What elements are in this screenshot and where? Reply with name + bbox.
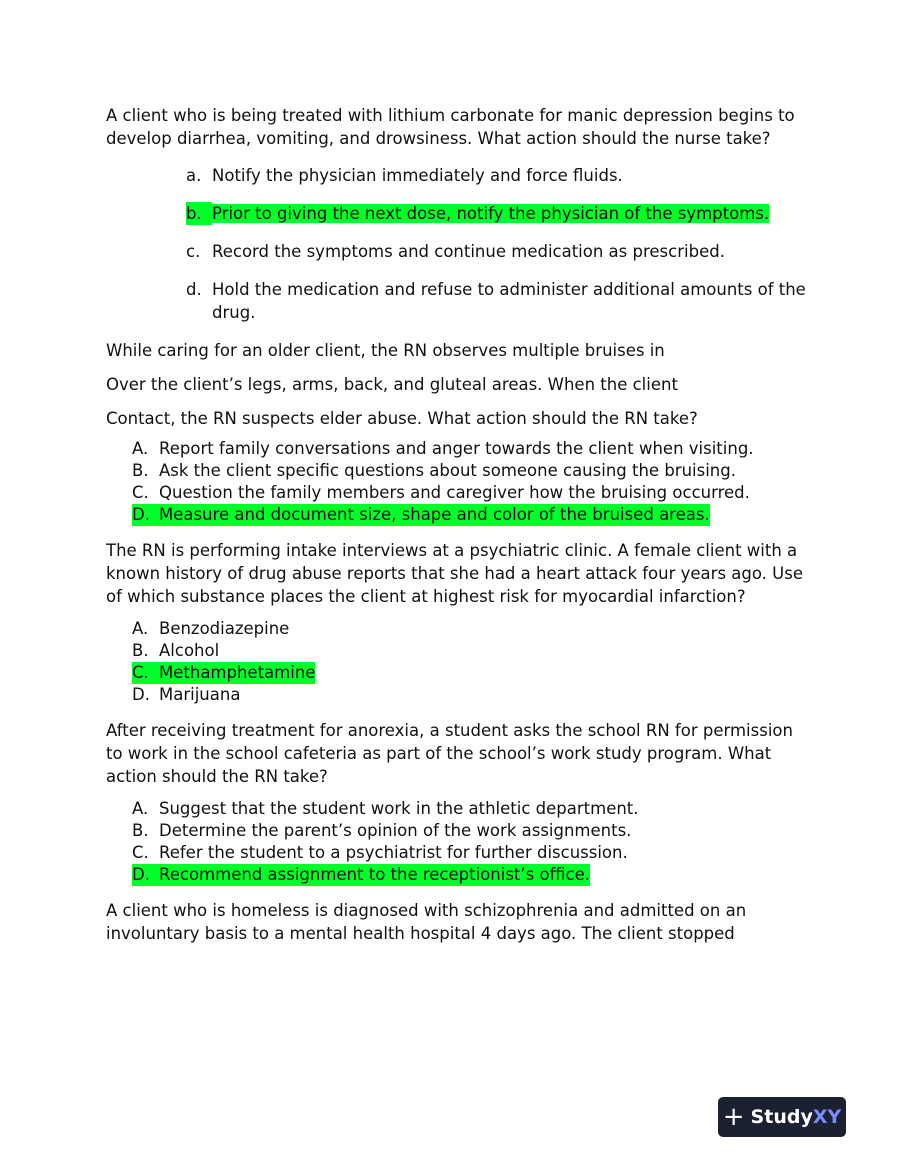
- q3-option-c: [132, 662, 806, 684]
- q4-option-a: [132, 798, 806, 820]
- q3-option-d: [132, 684, 806, 706]
- option-letter: b.: [186, 202, 212, 225]
- stem-line: While caring for an older client, the RN observes multiple bruises in: [106, 341, 665, 360]
- option-letter: B.: [132, 461, 149, 480]
- option-text: Marijuana: [159, 685, 241, 704]
- logo-text: Study: [750, 1106, 813, 1128]
- q2-option-a: [132, 438, 806, 460]
- option-letter: A.: [132, 799, 149, 818]
- option-highlight: [132, 662, 315, 684]
- q3-option-a: [132, 618, 806, 640]
- option-letter: D.: [132, 685, 150, 704]
- option-text-highlighted: Recommend assignment to the receptionist’s office.: [159, 865, 590, 884]
- option-text: Suggest that the student work in the athletic department.: [159, 799, 639, 818]
- document-page: [106, 104, 806, 945]
- option-letter: D.: [132, 865, 150, 884]
- q1-option-c: [186, 240, 806, 263]
- option-letter: c.: [186, 242, 201, 261]
- logo-text-accent: XY: [812, 1106, 842, 1128]
- option-text-highlighted: Methamphetamine: [159, 663, 316, 682]
- studyxy-logo[interactable]: [718, 1097, 846, 1137]
- stem-line: Over the client’s legs, arms, back, and gluteal areas. When the client: [106, 375, 678, 394]
- q4-option-b: [132, 820, 806, 842]
- option-letter: C.: [132, 483, 149, 502]
- option-letter: a.: [186, 166, 202, 185]
- question-2-stem: [106, 339, 806, 430]
- option-highlight: [132, 504, 710, 526]
- option-text-highlighted: Measure and document size, shape and color of the bruised areas.: [159, 505, 710, 524]
- question-3-options: [132, 618, 806, 706]
- q4-option-d: [132, 864, 806, 886]
- question-1-options: [186, 164, 806, 324]
- plus-icon: +: [722, 1102, 745, 1132]
- option-text: Alcohol: [159, 641, 220, 660]
- option-text-highlighted: Prior to giving the next dose, notify the physician of the symptoms.: [212, 204, 770, 223]
- q2-option-d: [132, 504, 806, 526]
- q2-option-c: [132, 482, 806, 504]
- stem-line: Contact, the RN suspects elder abuse. What action should the RN take?: [106, 409, 698, 428]
- option-letter: D.: [132, 505, 150, 524]
- option-letter: A.: [132, 619, 149, 638]
- option-highlight: [132, 864, 590, 886]
- option-text: Refer the student to a psychiatrist for further discussion.: [159, 843, 628, 862]
- q2-option-b: [132, 460, 806, 482]
- option-letter: C.: [132, 843, 149, 862]
- option-text: Benzodiazepine: [159, 619, 290, 638]
- question-4-stem: After receiving treatment for anorexia, a student asks the school RN for permission to work in the school cafeteria as part of the school’s work study program. What action should the RN take?: [106, 721, 793, 786]
- option-text: Record the symptoms and continue medication as prescribed.: [212, 242, 725, 261]
- q1-option-d: [186, 278, 806, 324]
- option-text: Notify the physician immediately and force fluids.: [212, 166, 623, 185]
- option-text: Report family conversations and anger towards the client when visiting.: [159, 439, 754, 458]
- option-letter: A.: [132, 439, 149, 458]
- option-letter: B.: [132, 641, 149, 660]
- option-letter: C.: [132, 663, 149, 682]
- option-text: Hold the medication and refuse to administer additional amounts of the drug.: [212, 280, 806, 322]
- question-2-options: [132, 438, 806, 526]
- question-4-options: [132, 798, 806, 886]
- option-letter: d.: [186, 280, 202, 299]
- option-text: Question the family members and caregiver how the bruising occurred.: [159, 483, 750, 502]
- option-text: Ask the client specific questions about someone causing the bruising.: [159, 461, 736, 480]
- q3-option-b: [132, 640, 806, 662]
- option-letter: B.: [132, 821, 149, 840]
- q1-option-b: [186, 202, 806, 225]
- question-5-stem: A client who is homeless is diagnosed with schizophrenia and admitted on an involuntary basis to a mental health hospital 4 days ago. The client stopped: [106, 901, 747, 943]
- q4-option-c: [132, 842, 806, 864]
- q1-option-a: [186, 164, 806, 187]
- question-3-stem: The RN is performing intake interviews at a psychiatric clinic. A female client with a known history of drug abuse reports that she had a heart attack four years ago. Use of which substance places the client at highest risk for myocardial infarction?: [106, 541, 803, 606]
- option-text: Determine the parent’s opinion of the work assignments.: [159, 821, 632, 840]
- question-1-stem: A client who is being treated with lithium carbonate for manic depression begins to develop diarrhea, vomiting, and drowsiness. What action should the nurse take?: [106, 106, 795, 148]
